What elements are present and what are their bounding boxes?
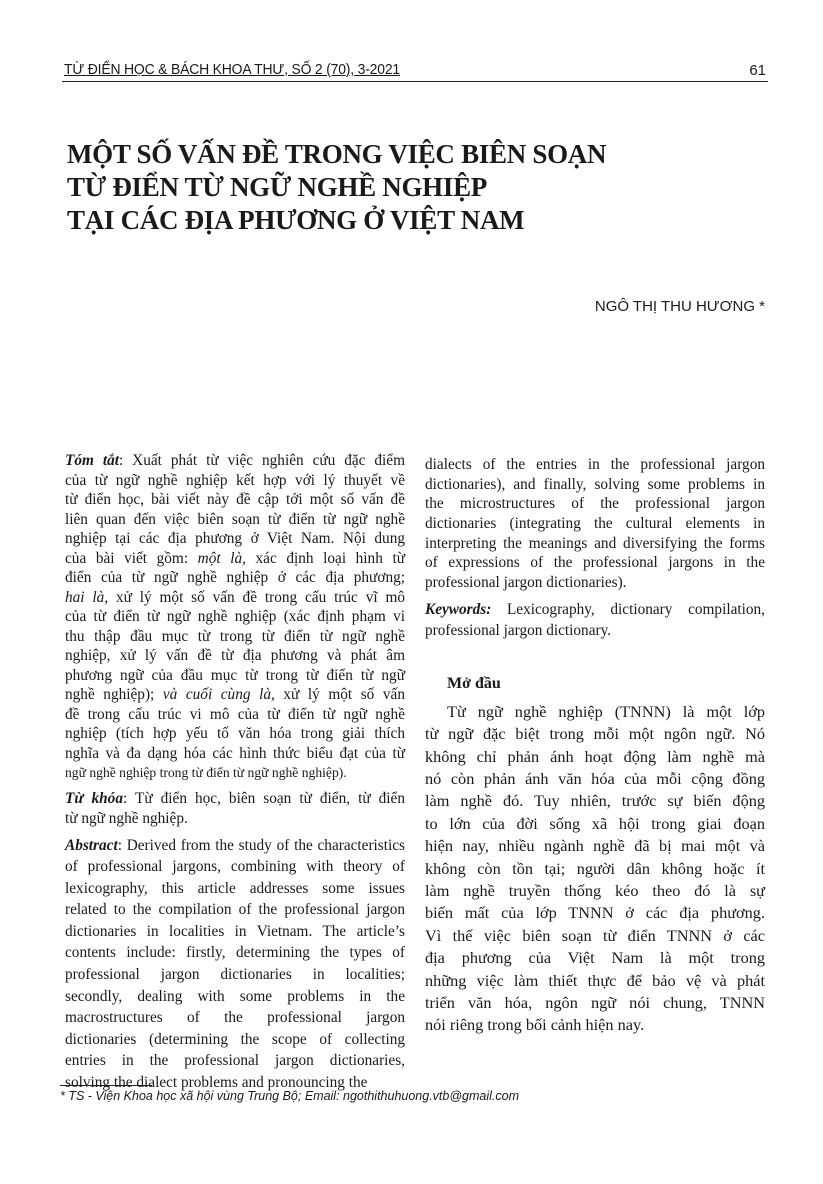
text-line xyxy=(425,790,765,812)
text-run: entries in the professional jargon dictionaries, xyxy=(65,1052,405,1070)
text-run: secondly, dealing with some problems in the xyxy=(65,987,405,1005)
text-line xyxy=(425,746,765,768)
text-line xyxy=(65,1029,405,1051)
text-line xyxy=(425,1014,765,1036)
text-run: : Từ điển học, biên soạn từ điển, từ điển xyxy=(122,789,405,807)
text-line xyxy=(425,599,765,620)
text-run: làm nghề đó. Tuy nhiên, trước sự biến động xyxy=(425,791,765,811)
text-line xyxy=(65,744,405,764)
text-line xyxy=(65,666,405,686)
text-run: nghiệp tại các địa phương ở Việt Nam. Nội dung xyxy=(65,530,405,547)
text-line xyxy=(425,534,765,554)
text-run: không còn tồn tại; người dân không hoặc ít xyxy=(425,858,765,878)
text-run: đề trong cấu trúc vi mô của từ điển từ ngữ nghề xyxy=(65,705,405,723)
text-run: dictionaries (integrating the cultural elements in xyxy=(425,515,765,533)
text-line xyxy=(425,880,765,902)
text-line xyxy=(65,607,405,627)
text-line xyxy=(65,451,405,471)
text-line xyxy=(65,835,405,857)
text-line xyxy=(425,723,765,745)
text-line xyxy=(65,705,405,725)
text-line xyxy=(425,947,765,969)
text-run: của từ ngữ nghề nghiệp kết hợp với lý thuyết về xyxy=(65,471,405,489)
text-run: biến mất của lớp TNNN ở các địa phương. xyxy=(425,903,765,923)
text-run: nó còn phản ánh văn hóa của mỗi cộng đồng xyxy=(425,768,765,788)
summary-vi xyxy=(65,451,405,783)
text-run: hai là, xyxy=(65,588,109,606)
text-run: dictionaries), and finally, solving some problems in xyxy=(425,475,765,493)
section-label: Keywords: xyxy=(425,600,492,618)
page-number: 61 xyxy=(749,62,766,79)
text-run: nghiệp (tích hợp yếu tố văn hóa trong giải thích xyxy=(65,725,405,742)
text-line xyxy=(65,789,405,809)
text-run: làm nghề truyền thống kéo theo đó là sự xyxy=(425,880,765,900)
text-run: dialects of the entries in the professional jargon xyxy=(425,456,765,473)
text-run: từ ngữ nghề nghiệp. xyxy=(65,809,188,827)
text-run: nghĩa và đa dạng hóa các hình thức biểu đạt của từ xyxy=(65,744,405,762)
text-run: điển của từ ngữ nghề nghiệp ở các địa phương; xyxy=(65,569,405,586)
text-line xyxy=(425,858,765,880)
text-run: một là, xyxy=(197,549,246,567)
text-line xyxy=(65,763,405,783)
text-line xyxy=(425,475,765,495)
text-run: Lexicography, dictionary compilation, xyxy=(491,600,765,618)
text-run: không chỉ phản ánh hoạt động làm nghề mà xyxy=(425,746,765,766)
title-line: TẠI CÁC ĐỊA PHƯƠNG Ở VIỆT NAM xyxy=(67,205,525,235)
journal-name: TỪ ĐIỂN HỌC & BÁCH KHOA THƯ, SỐ 2 (70), 3-2021 xyxy=(64,61,400,78)
text-run: interpreting the meanings and diversifying the forms xyxy=(425,534,765,552)
text-run: xử lý một số vấn đề trong cấu trúc vĩ mô xyxy=(108,588,405,606)
text-run: từ ngữ đặc biệt trong mỗi một ngôn ngữ. Nó xyxy=(425,724,765,744)
text-run: nghiệp, xử lý vấn đề từ địa phương và phát âm xyxy=(65,647,405,664)
author-name: NGÔ THỊ THU HƯƠNG * xyxy=(594,298,765,315)
text-line xyxy=(65,724,405,744)
text-run: ngữ nghề nghiệp trong từ điển từ ngữ nghề nghiệp). xyxy=(65,765,347,780)
right-column xyxy=(425,455,765,1043)
text-line xyxy=(65,878,405,900)
text-line xyxy=(65,856,405,878)
text-line xyxy=(65,627,405,647)
left-column xyxy=(65,451,405,1100)
text-run: những việc làm thiết thực để bảo vệ và phát xyxy=(425,970,765,990)
text-run: macrostructures of the professional jargon xyxy=(65,1009,405,1027)
text-line xyxy=(425,494,765,514)
text-line xyxy=(425,768,765,790)
text-line xyxy=(65,529,405,549)
text-run: Vì thế việc biên soạn từ điển TNNN ở các xyxy=(425,925,765,945)
text-run: the microstructures of the professional jargon xyxy=(425,495,765,513)
text-run: of expressions of the professional jargons in the xyxy=(425,554,765,572)
text-run: dictionaries in localities in Vietnam. The article’s xyxy=(65,922,405,940)
text-run: : Derived from the study of the characteristics xyxy=(117,836,405,854)
text-run: lexicography, this article addresses some issues xyxy=(65,879,405,897)
text-line xyxy=(425,455,765,475)
text-line xyxy=(425,553,765,573)
text-line xyxy=(65,490,405,510)
text-run: liên quan đến việc biên soạn từ điển từ ngữ nghề xyxy=(65,510,405,528)
text-run: xử lý một số vấn xyxy=(274,686,405,703)
text-line xyxy=(425,970,765,992)
text-run: hiện nay, nhiều ngành nghề đã bị mai một và xyxy=(425,836,765,856)
section-label: Tóm tắt xyxy=(65,452,119,469)
text-line xyxy=(65,986,405,1008)
text-line xyxy=(425,514,765,534)
text-line xyxy=(425,992,765,1014)
text-line xyxy=(425,813,765,835)
text-run: professional jargon dictionaries). xyxy=(425,574,627,592)
text-line xyxy=(65,685,405,705)
text-run: phương ngữ của đầu mục từ trong từ điển từ ngữ xyxy=(65,666,405,684)
keywords-vi xyxy=(65,789,405,829)
text-run: related to the compilation of the professional jargon xyxy=(65,901,405,919)
text-line xyxy=(65,510,405,530)
text-line xyxy=(65,568,405,588)
text-run: to lớn của đời sống xã hội trong giai đoạn xyxy=(425,813,765,833)
section-heading-intro: Mở đầu xyxy=(447,674,501,692)
text-line xyxy=(425,701,765,723)
text-line xyxy=(65,964,405,986)
text-line xyxy=(425,620,765,641)
text-run: contents include: firstly, determining the types of xyxy=(65,944,405,962)
keywords-en xyxy=(425,599,765,641)
text-line xyxy=(425,902,765,924)
text-run: và cuối cùng là, xyxy=(162,686,275,703)
text-line xyxy=(425,925,765,947)
text-line xyxy=(65,921,405,943)
text-line xyxy=(65,471,405,491)
footnote: * TS - Viện Khoa học xã hội vùng Trung Bộ; Email: ngothithuhuong.vtb@gmail.com xyxy=(60,1089,520,1103)
text-line xyxy=(65,549,405,569)
text-run: dictionaries (determining the scope of collecting xyxy=(65,1030,405,1048)
text-line xyxy=(425,573,765,593)
intro-paragraph xyxy=(425,701,765,1037)
text-run: xác định loại hình từ xyxy=(245,549,405,567)
text-line xyxy=(65,942,405,964)
text-line xyxy=(65,1050,405,1072)
text-line xyxy=(65,1007,405,1029)
text-run: nói riêng trong bối cảnh hiện nay. xyxy=(425,1015,645,1035)
section-label: Từ khóa xyxy=(65,789,123,807)
text-run: của từ điển từ ngữ nghề nghiệp (xác định phạm vi xyxy=(65,608,405,625)
title-line: MỘT SỐ VẤN ĐỀ TRONG VIỆC BIÊN SOẠN xyxy=(67,139,607,169)
text-run: : Xuất phát từ việc nghiên cứu đặc điểm xyxy=(118,452,405,469)
text-run: professional jargon dictionaries in localities; xyxy=(65,966,405,984)
text-line xyxy=(65,809,405,829)
running-header xyxy=(62,59,768,82)
text-line xyxy=(425,835,765,857)
abstract-en-continued xyxy=(425,455,765,593)
article-title xyxy=(67,138,606,237)
text-run: Từ ngữ nghề nghiệp (TNNN) là một lớp xyxy=(447,701,765,721)
text-run: của bài viết gồm: xyxy=(65,549,198,567)
text-run: từ điển học, bài viết này đề cập tới một số vấn đề xyxy=(65,491,405,508)
text-line xyxy=(65,646,405,666)
section-label: Abstract xyxy=(65,836,118,854)
text-run: thu thập đầu mục từ trong từ điển từ ngữ nghề xyxy=(65,627,405,645)
footnote-divider xyxy=(60,1085,152,1086)
text-run: nghề nghiệp); xyxy=(65,686,163,703)
abstract-en xyxy=(65,835,405,1094)
text-run: professional jargon dictionary. xyxy=(425,621,612,639)
text-run: triển văn hóa, ngôn ngữ nói chung, TNNN xyxy=(425,992,765,1012)
text-line xyxy=(65,899,405,921)
text-run: of professional jargons, combining with theory of xyxy=(65,858,405,876)
text-run: solving the dialect problems and pronouncing the xyxy=(65,1074,368,1092)
text-line xyxy=(65,588,405,608)
text-run: địa phương của Việt Nam là một trong xyxy=(425,948,765,968)
title-line: TỪ ĐIỂN TỪ NGỮ NGHỀ NGHIỆP xyxy=(67,172,487,202)
